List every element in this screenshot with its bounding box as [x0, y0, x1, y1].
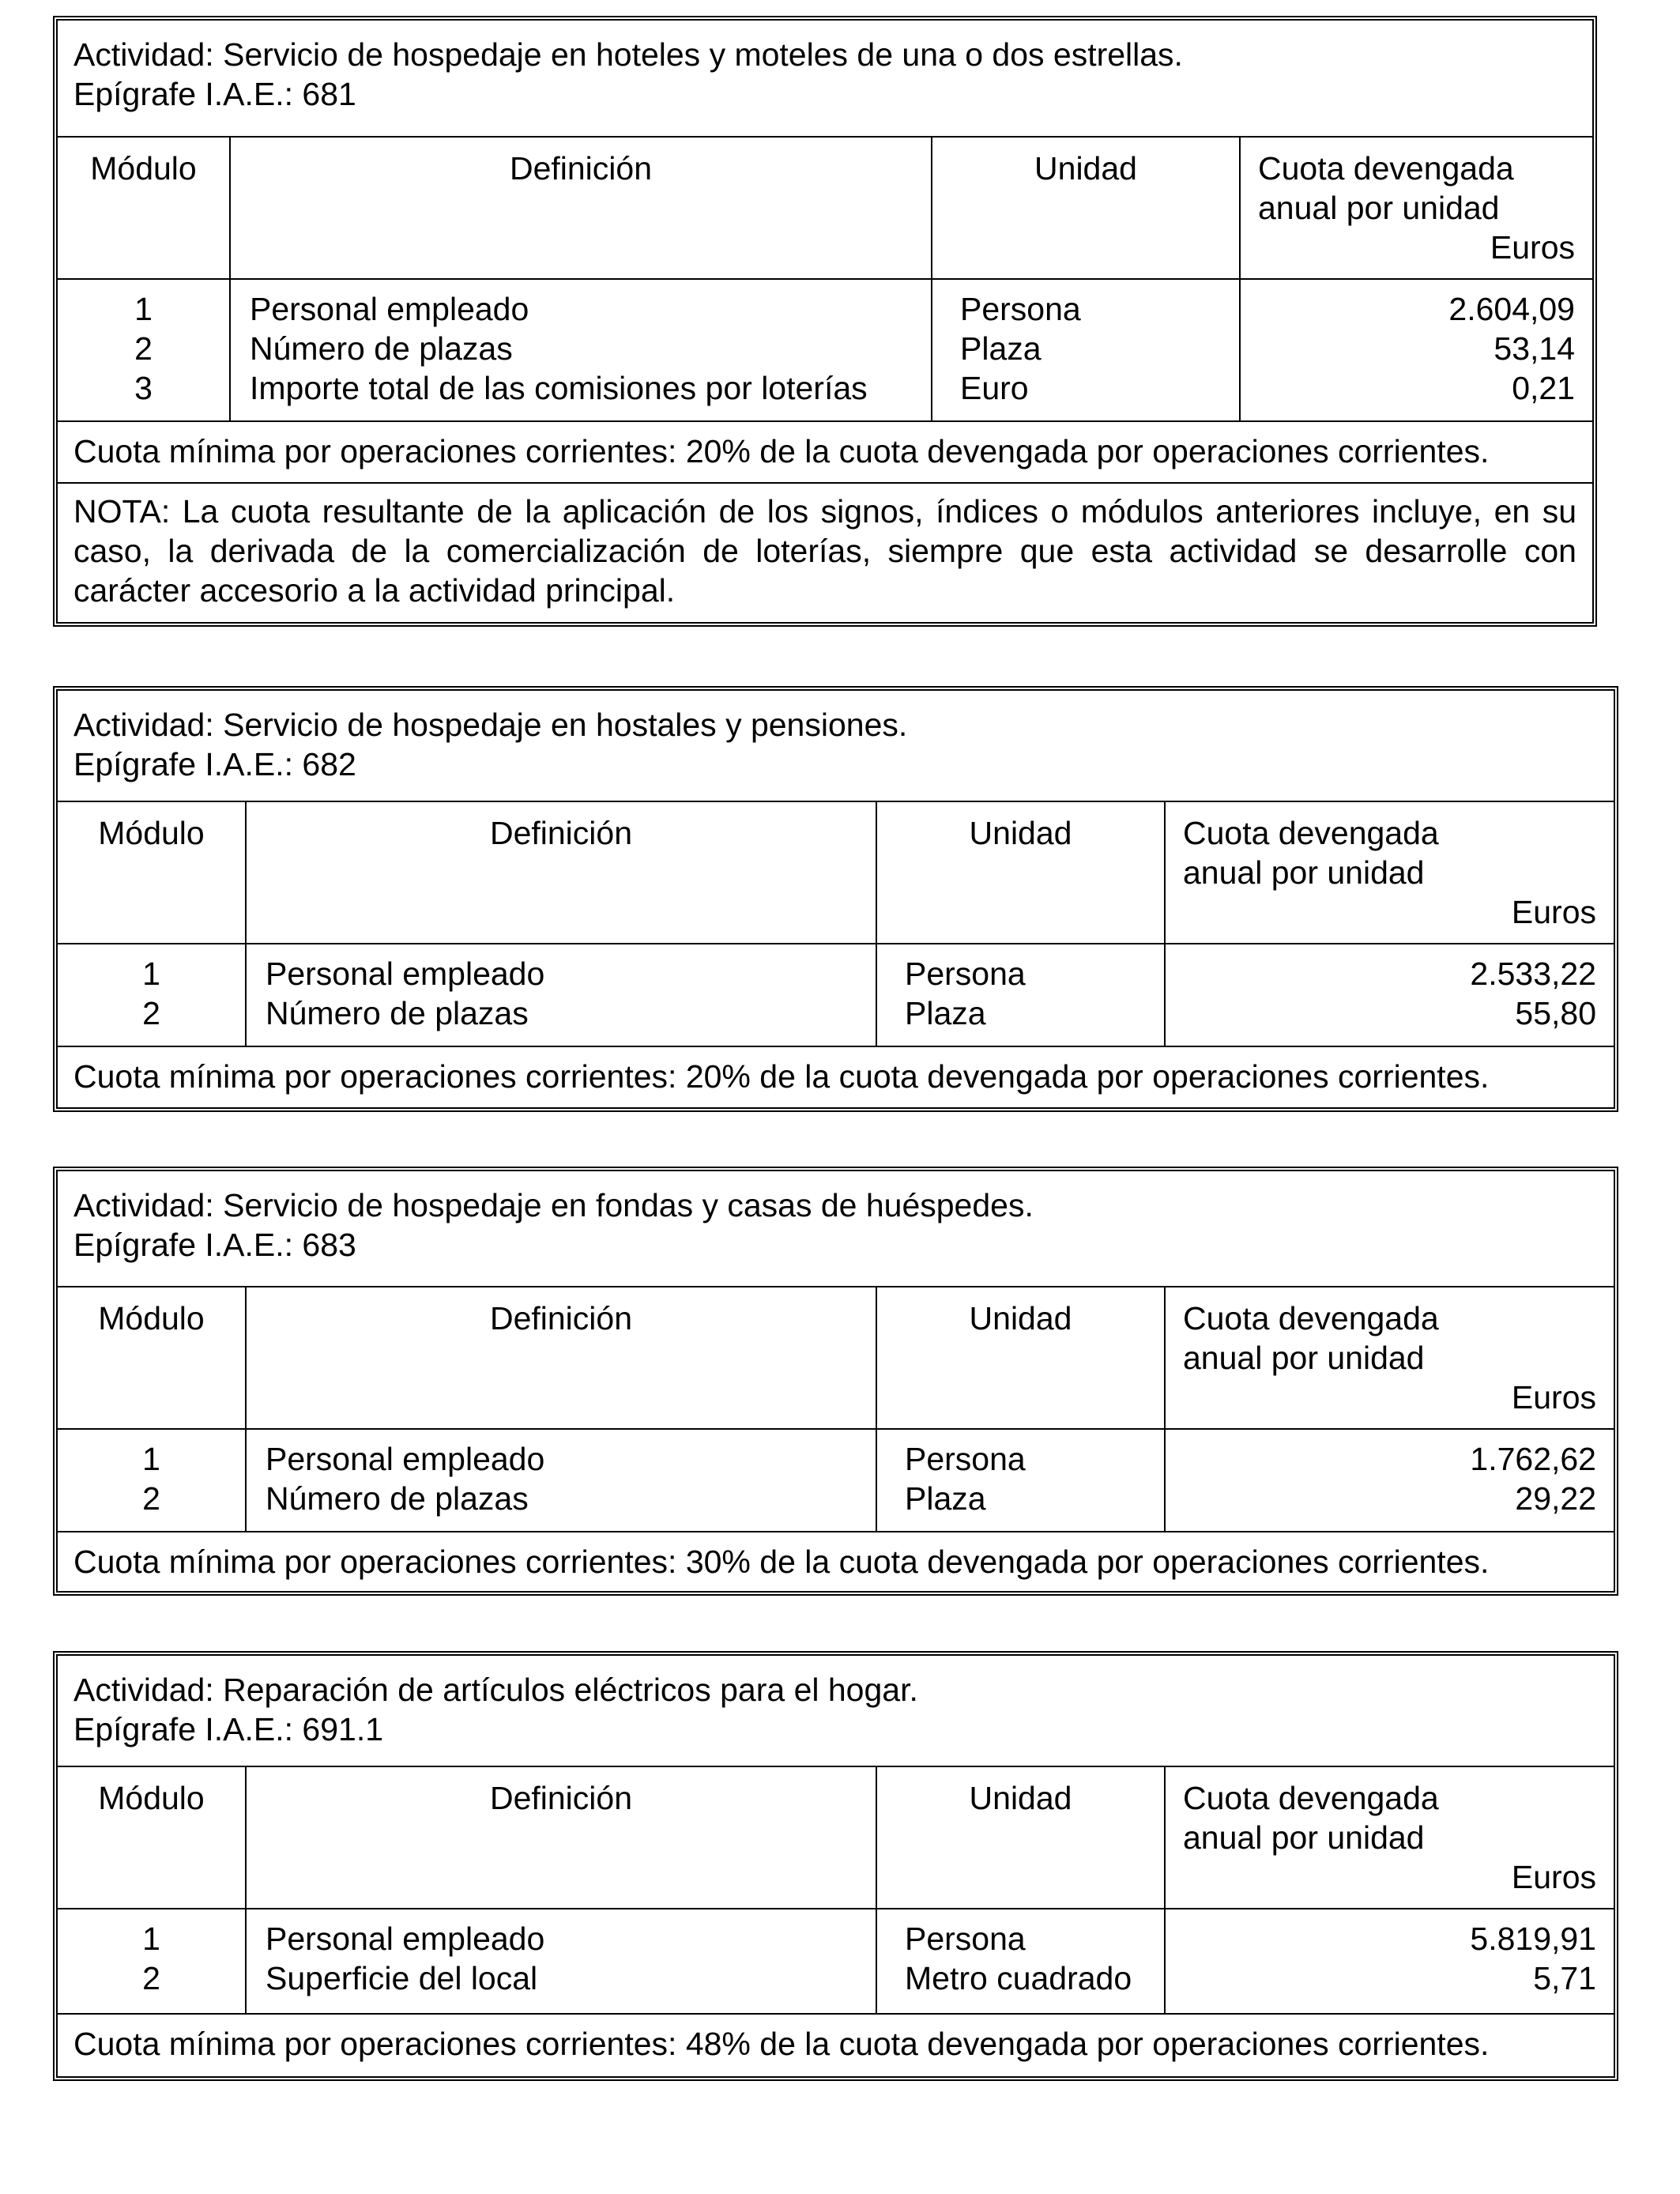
cuota-minima: Cuota mínima por operaciones corrientes: 20% de la cuota devengada por operaciones corrientes. [58, 421, 1592, 483]
col-header-cuota: Cuota devengada anual por unidad Euros [1240, 137, 1592, 279]
unidad-cell: Persona Plaza [876, 1429, 1165, 1532]
activity-header [58, 21, 1592, 137]
actividad-title: Actividad: Servicio de hospedaje en hostales y pensiones. [73, 707, 908, 743]
col-header-cuota: Cuota devengada anual por unidad Euros [1165, 801, 1614, 944]
activity-header [58, 1656, 1614, 1766]
col-header-definicion: Definición [246, 1766, 876, 1909]
definicion-cell: Personal empleado Número de plazas [246, 944, 876, 1046]
epigrafe-label: Epígrafe I.A.E.: 682 [73, 746, 356, 782]
epigrafe-label: Epígrafe I.A.E.: 681 [73, 76, 356, 112]
col-header-modulo: Módulo [58, 801, 246, 944]
col-header-definicion: Definición [246, 801, 876, 944]
col-header-modulo: Módulo [58, 1766, 246, 1909]
modulo-cell: 1 2 3 [58, 279, 230, 421]
modulo-cell: 1 2 [58, 1429, 246, 1532]
unidad-cell: Persona Plaza [876, 944, 1165, 1046]
col-header-unidad: Unidad [876, 1766, 1165, 1909]
cuota-minima: Cuota mínima por operaciones corrientes: 48% de la cuota devengada por operaciones corrientes. [58, 2014, 1614, 2076]
cuota-cell: 1.762,62 29,22 [1165, 1429, 1614, 1532]
actividad-title: Actividad: Servicio de hospedaje en fondas y casas de huéspedes. [73, 1187, 1034, 1223]
tabla-681 [53, 16, 1597, 627]
cuota-cell: 2.604,09 53,14 0,21 [1240, 279, 1592, 421]
modulo-cell: 1 2 [58, 944, 246, 1046]
col-header-definicion: Definición [230, 137, 932, 279]
activity-header [58, 1171, 1614, 1287]
actividad-title: Actividad: Servicio de hospedaje en hoteles y moteles de una o dos estrellas. [73, 36, 1183, 73]
tabla-691-1 [53, 1651, 1618, 2081]
unidad-cell: Persona Plaza Euro [932, 279, 1240, 421]
col-header-unidad: Unidad [876, 1287, 1165, 1429]
unidad-cell: Persona Metro cuadrado [876, 1909, 1165, 2014]
tabla-682 [53, 686, 1618, 1112]
col-header-unidad: Unidad [876, 801, 1165, 944]
col-header-definicion: Definición [246, 1287, 876, 1429]
definicion-cell: Personal empleado Número de plazas Importe total de las comisiones por loterías [230, 279, 932, 421]
epigrafe-label: Epígrafe I.A.E.: 683 [73, 1227, 356, 1263]
nota-text: NOTA: La cuota resultante de la aplicación de los signos, índices o módulos anteriores incluye, en su caso, la derivada de la comercialización de loterías, siempre que esta actividad se desarrolle con carácter accesorio a la actividad principal. [58, 483, 1592, 622]
col-header-cuota: Cuota devengada anual por unidad Euros [1165, 1766, 1614, 1909]
col-header-modulo: Módulo [58, 1287, 246, 1429]
col-header-cuota: Cuota devengada anual por unidad Euros [1165, 1287, 1614, 1429]
col-header-euros: Euros [1511, 894, 1596, 930]
tabla-683 [53, 1167, 1618, 1596]
col-header-euros: Euros [1511, 1379, 1596, 1416]
cuota-minima: Cuota mínima por operaciones corrientes: 30% de la cuota devengada por operaciones corrientes. [58, 1532, 1614, 1591]
cuota-cell: 5.819,91 5,71 [1165, 1909, 1614, 2014]
modulo-cell: 1 2 [58, 1909, 246, 2014]
col-header-euros: Euros [1490, 229, 1575, 266]
definicion-cell: Personal empleado Número de plazas [246, 1429, 876, 1532]
definicion-cell: Personal empleado Superficie del local [246, 1909, 876, 2014]
col-header-euros: Euros [1511, 1859, 1596, 1895]
col-header-modulo: Módulo [58, 137, 230, 279]
cuota-minima: Cuota mínima por operaciones corrientes: 20% de la cuota devengada por operaciones corrientes. [58, 1046, 1614, 1107]
activity-header [58, 691, 1614, 801]
col-header-unidad: Unidad [932, 137, 1240, 279]
actividad-title: Actividad: Reparación de artículos eléctricos para el hogar. [73, 1672, 918, 1708]
cuota-cell: 2.533,22 55,80 [1165, 944, 1614, 1046]
epigrafe-label: Epígrafe I.A.E.: 691.1 [73, 1711, 384, 1747]
